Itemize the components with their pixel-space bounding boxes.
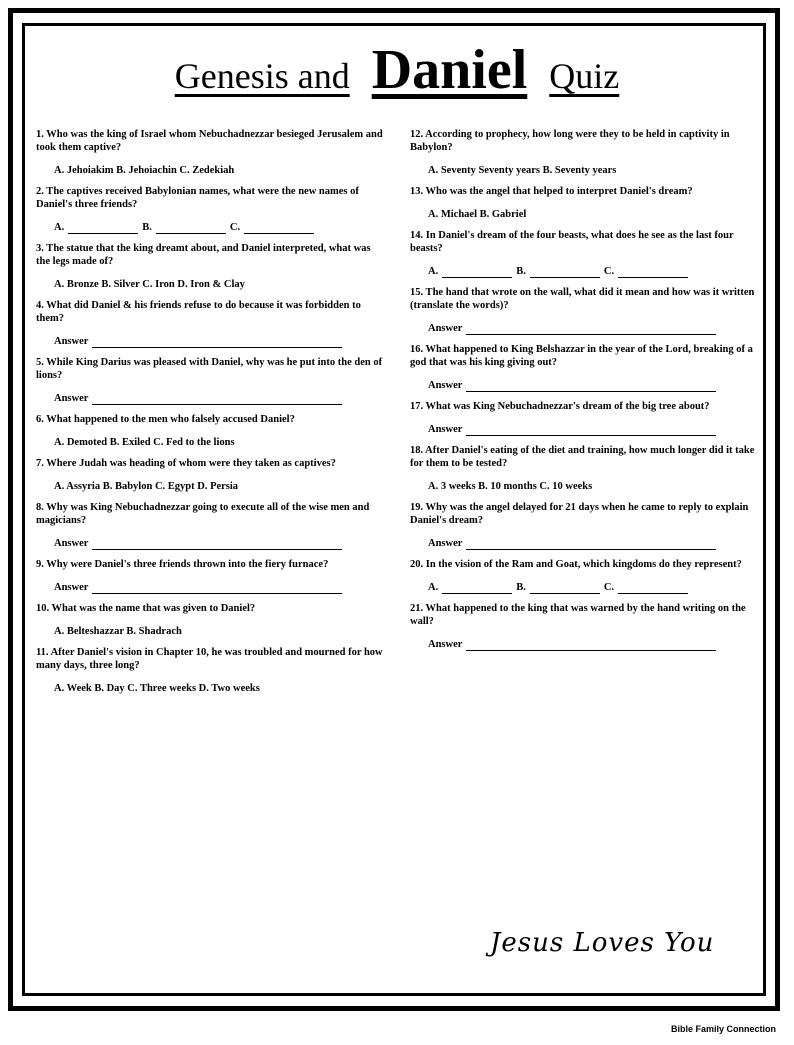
left-column (36, 128, 386, 703)
blank-line[interactable] (442, 265, 512, 278)
answer-blank[interactable] (466, 537, 716, 550)
quiz-question (36, 602, 386, 638)
question-text: 19. Why was the angel delayed for 21 days when he came to reply to explain Daniel's dream? (410, 502, 749, 526)
answer-label: Answer (428, 380, 463, 391)
answer-blank[interactable] (92, 537, 342, 550)
question-text: 14. In Daniel's dream of the four beasts, what does he see as the last four beasts? (410, 230, 734, 254)
quiz-question (36, 128, 386, 177)
blank-label: B. (516, 582, 526, 593)
blank-label: A. (428, 582, 439, 593)
answer-label: Answer (54, 582, 89, 593)
blank-line[interactable] (530, 581, 600, 594)
question-text: 4. What did Daniel & his friends refuse to do because it was forbidden to them? (36, 300, 361, 324)
quiz-question (36, 646, 386, 695)
blank-label: A. (428, 266, 439, 277)
question-text: 20. In the vision of the Ram and Goat, which kingdoms do they represent? (410, 559, 742, 570)
answer-label: Answer (428, 538, 463, 549)
quiz-question (410, 286, 760, 335)
question-text: 7. Where Judah was heading of whom were they taken as captives? (36, 458, 336, 469)
page-title (0, 38, 794, 102)
question-text: 16. What happened to King Belshazzar in the year of the Lord, breaking of a god that was his king giving out? (410, 344, 753, 368)
blank-line[interactable] (156, 221, 226, 234)
answer-options: A. Demoted B. Exiled C. Fed to the lions (54, 437, 235, 448)
question-text: 11. After Daniel's vision in Chapter 10, he was troubled and mourned for how many days, three long? (36, 647, 383, 671)
question-text: 2. The captives received Babylonian names, what were the new names of Daniel's three friends? (36, 186, 359, 210)
blank-label: C. (229, 222, 241, 233)
quiz-question (36, 242, 386, 291)
title-part2: Quiz (549, 56, 620, 96)
question-text: 15. The hand that wrote on the wall, what did it mean and how was it written (translate the words)? (410, 287, 755, 311)
answer-blank[interactable] (466, 322, 716, 335)
question-text: 10. What was the name that was given to Daniel? (36, 603, 256, 614)
answer-line[interactable] (36, 537, 386, 550)
blank-line[interactable] (618, 265, 688, 278)
quiz-question (36, 185, 386, 234)
answer-line[interactable] (410, 423, 760, 436)
signature: Jesus Loves You (490, 928, 715, 958)
answer-options: A. Michael B. Gabriel (428, 209, 527, 220)
question-text: 8. Why was King Nebuchadnezzar going to execute all of the wise men and magicians? (36, 502, 370, 526)
answer-line[interactable] (36, 392, 386, 405)
blank-label: C. (603, 582, 615, 593)
answer-options: A. Bronze B. Silver C. Iron D. Iron & Clay (54, 279, 245, 290)
question-text: 18. After Daniel's eating of the diet and training, how much longer did it take for them to be tested? (410, 445, 755, 469)
blank-label: B. (142, 222, 152, 233)
fill-in-blanks (410, 581, 760, 594)
blank-label: C. (603, 266, 615, 277)
quiz-question (410, 229, 760, 278)
footer-credit: Bible Family Connection (670, 1024, 776, 1034)
blank-line[interactable] (618, 581, 688, 594)
answer-options: A. Week B. Day C. Three weeks D. Two weeks (54, 683, 260, 694)
question-text: 21. What happened to the king that was warned by the hand writing on the wall? (410, 603, 746, 627)
answer-label: Answer (54, 538, 89, 549)
question-text: 9. Why were Daniel's three friends thrown into the fiery furnace? (36, 559, 329, 570)
quiz-question (410, 501, 760, 550)
answer-label: Answer (54, 336, 89, 347)
question-text: 3. The statue that the king dreamt about, and Daniel interpreted, what was the legs made of? (36, 243, 371, 267)
answer-label: Answer (428, 639, 463, 650)
fill-in-blanks (410, 265, 760, 278)
question-text: 13. Who was the angel that helped to interpret Daniel's dream? (410, 186, 693, 197)
answer-label: Answer (428, 424, 463, 435)
quiz-question (36, 299, 386, 348)
fill-in-blanks (36, 221, 386, 234)
answer-options: A. Jehoiakim B. Jehoiachin C. Zedekiah (54, 165, 235, 176)
answer-line[interactable] (36, 335, 386, 348)
blank-label: A. (54, 222, 65, 233)
quiz-question (36, 457, 386, 493)
quiz-question (36, 356, 386, 405)
answer-options: A. Assyria B. Babylon C. Egypt D. Persia (54, 481, 239, 492)
blank-line[interactable] (68, 221, 138, 234)
blank-label: B. (516, 266, 526, 277)
answer-blank[interactable] (466, 423, 716, 436)
answer-options: A. 3 weeks B. 10 months C. 10 weeks (428, 481, 593, 492)
quiz-question (410, 444, 760, 493)
answer-blank[interactable] (466, 379, 716, 392)
quiz-question (410, 558, 760, 594)
quiz-question (36, 413, 386, 449)
blank-line[interactable] (244, 221, 314, 234)
question-text: 12. According to prophecy, how long were they to be held in captivity in Babylon? (410, 129, 730, 153)
quiz-question (36, 501, 386, 550)
quiz-question (410, 400, 760, 436)
quiz-question (36, 558, 386, 594)
blank-line[interactable] (442, 581, 512, 594)
answer-line[interactable] (410, 638, 760, 651)
answer-line[interactable] (410, 322, 760, 335)
answer-blank[interactable] (92, 335, 342, 348)
question-text: 1. Who was the king of Israel whom Nebuchadnezzar besieged Jerusalem and took them captive? (36, 129, 383, 153)
quiz-question (410, 602, 760, 651)
answer-options: A. Seventy Seventy years B. Seventy years (428, 165, 617, 176)
answer-line[interactable] (410, 537, 760, 550)
quiz-question (410, 128, 760, 177)
answer-blank[interactable] (92, 581, 342, 594)
right-column (410, 128, 760, 659)
blank-line[interactable] (530, 265, 600, 278)
quiz-question (410, 185, 760, 221)
title-main: Daniel (371, 39, 528, 101)
question-text: 5. While King Darius was pleased with Daniel, why was he put into the den of lions? (36, 357, 383, 381)
question-text: 6. What happened to the men who falsely accused Daniel? (36, 414, 295, 425)
answer-options: A. Belteshazzar B. Shadrach (54, 626, 182, 637)
answer-blank[interactable] (92, 392, 342, 405)
title-part1: Genesis and (174, 56, 350, 96)
question-text: 17. What was King Nebuchadnezzar's dream of the big tree about? (410, 401, 710, 412)
answer-line[interactable] (36, 581, 386, 594)
answer-label: Answer (54, 393, 89, 404)
answer-line[interactable] (410, 379, 760, 392)
answer-label: Answer (428, 323, 463, 334)
answer-blank[interactable] (466, 638, 716, 651)
quiz-question (410, 343, 760, 392)
